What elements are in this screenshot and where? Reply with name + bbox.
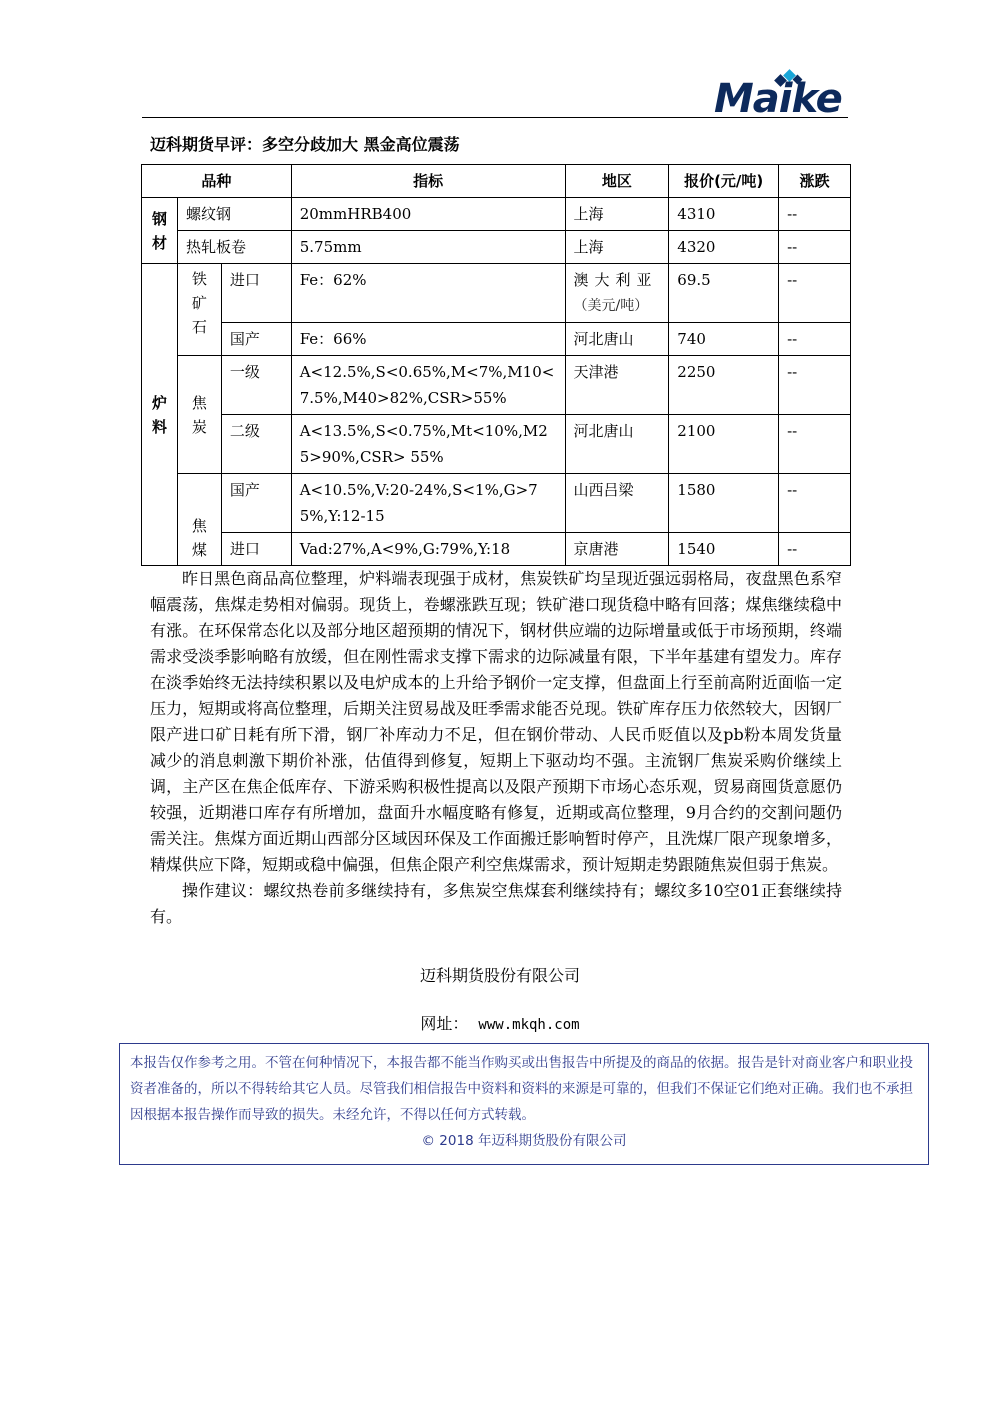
change-cell: -- [779,323,851,356]
price-cell: 2100 [669,415,779,474]
price-cell: 740 [669,323,779,356]
table-row [142,198,851,231]
header-change: 涨跌 [779,165,851,198]
commentary-paragraph: 昨日黑色商品高位整理，炉料端表现强于成材，焦炭铁矿均呈现近强远弱格局，夜盘黑色系窄幅震荡，焦煤走势相对偏弱。现货上，卷螺涨跌互现；铁矿港口现货稳中略有回落；煤焦继续稳中有涨。在环保常态化以及部分地区超预期的情况下，钢材供应端的边际增量或低于市场预期，终端需求受淡季影响略有放缓，但在刚性需求支撑下需求的边际减量有限，下半年基建有望发力。库存在淡季始终无法持续积累以及电炉成本的上升给予钢价一定支撑，但盘面上行至前高附近面临一定压力，短期或将高位整理，后期关注贸易战及旺季需求能否兑现。铁矿库存压力依然较大，因钢厂限产进口矿日耗有所下滑，钢厂补库动力不足，但在钢价带动、人民币贬值以及pb粉本周发货量减少的消息刺激下期价补涨，估值得到修复，短期上下驱动均不强。主流钢厂焦炭采购价继续上调，主产区在焦企低库存、下游采购积极性提高以及限产预期下市场心态乐观，贸易商囤货意愿仍较强，近期港口库存有所增加，盘面升水幅度略有修复，近期或高位整理，9月合约的交割问题仍需关注。焦煤方面近期山西部分区域因环保及工作面搬迁影响暂时停产，且洗煤厂限产现象增多，精煤供应下降，短期或稳中偏强，但焦企限产利空焦煤需求，预计短期走势跟随焦炭但弱于焦炭。 [150,569,842,874]
trading-suggestion-paragraph: 操作建议：螺纹热卷前多继续持有，多焦炭空焦煤套利继续持有；螺纹多10空01正套继续持有。 [150,881,842,926]
header-product: 品种 [142,165,292,198]
header-spec: 指标 [291,165,565,198]
disclaimer-text: 本报告仅作参考之用。不管在何种情况下，本报告都不能当作购买或出售报告中所提及的商品的依据。报告是针对商业客户和职业投资者准备的，所以不得转给其它人员。尽管我们相信报告中资料和资料的来源是可靠的，但我们不保证它们绝对正确。我们也不承担因根据本报告操作而导致的损失。未经允许，不得以任何方式转载。 [130,1055,913,1123]
table-row [142,264,851,323]
change-cell: -- [779,415,851,474]
table-row [142,356,851,415]
region-cell: 天津港 [565,356,669,415]
spec-cell: A<13.5%,S<0.75%,Mt<10%,M25>90%,CSR> 55% [291,415,565,474]
region-cell: 河北唐山 [565,415,669,474]
table-row [142,533,851,566]
spec-cell: A<12.5%,S<0.65%,M<7%,M10<7.5%,M40>82%,CSR>55% [291,356,565,415]
product-cell: 螺纹钢 [177,198,291,231]
spec-cell: Fe：66% [291,323,565,356]
spec-cell: A<10.5%,V:20-24%,S<1%,G>75%,Y:12-15 [291,474,565,533]
subcategory-iron-ore: 铁矿石 [177,264,221,356]
spec-cell: Fe：62% [291,264,565,323]
price-table [141,164,851,566]
subcategory-coke: 焦炭 [177,356,221,474]
change-cell: -- [779,198,851,231]
region-cell: 京唐港 [565,533,669,566]
change-cell: -- [779,264,851,323]
spec-cell: 5.75mm [291,231,565,264]
logo-text: Maike [714,76,842,122]
price-cell: 69.5 [669,264,779,323]
price-cell: 4310 [669,198,779,231]
price-cell: 1540 [669,533,779,566]
company-name: 迈科期货股份有限公司 [419,966,580,985]
category-furnace: 炉料 [142,264,178,566]
table-row [142,231,851,264]
table-row [142,415,851,474]
price-cell: 2250 [669,356,779,415]
header-region: 地区 [565,165,669,198]
table-header-row [142,165,851,198]
website-link[interactable]: www.mkqh.com [478,1017,580,1033]
spec-cell: Vad:27%,A<9%,G:79%,Y:18 [291,533,565,566]
website-line [0,1011,992,1034]
type-cell: 一级 [221,356,291,415]
region-cell: 上海 [565,198,669,231]
commentary-body [150,566,842,930]
type-cell: 进口 [221,264,291,323]
website-label: 网址： [420,1014,469,1033]
region-cell: 上海 [565,231,669,264]
type-cell: 国产 [221,323,291,356]
company-logo [712,70,852,122]
copyright-line: © 2018 年迈科期货股份有限公司 [421,1133,627,1149]
document-title: 迈科期货早评：多空分歧加大 黑金高位震荡 [150,135,460,154]
type-cell: 进口 [221,533,291,566]
region-text: 澳大利亚 [573,271,658,289]
region-cell: 山西吕梁 [565,474,669,533]
table-row [142,323,851,356]
subcategory-coking-coal: 焦煤 [177,474,221,566]
disclaimer-box [119,1043,929,1165]
change-cell: -- [779,474,851,533]
product-cell: 热轧板卷 [177,231,291,264]
change-cell: -- [779,231,851,264]
change-cell: -- [779,356,851,415]
price-cell: 4320 [669,231,779,264]
header-divider [142,117,848,118]
region-cell: 河北唐山 [565,323,669,356]
spec-cell: 20mmHRB400 [291,198,565,231]
header-price: 报价(元/吨) [669,165,779,198]
table-row [142,474,851,533]
type-cell: 国产 [221,474,291,533]
price-cell: 1580 [669,474,779,533]
type-cell: 二级 [221,415,291,474]
region-cell [565,264,669,323]
region-unit-note: （美元/吨） [573,298,649,314]
change-cell: -- [779,533,851,566]
category-steel: 钢材 [142,198,178,264]
